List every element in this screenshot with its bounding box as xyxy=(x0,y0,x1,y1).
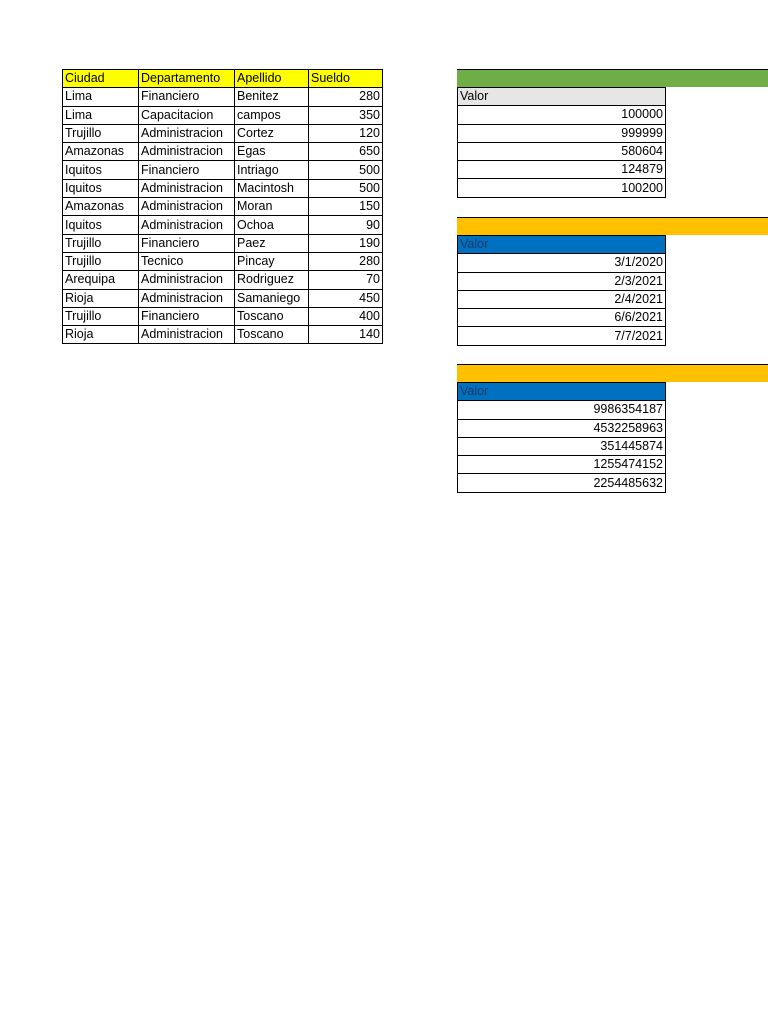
table-row xyxy=(458,474,666,492)
table-row xyxy=(63,143,383,161)
table-row xyxy=(458,142,666,160)
employee-table xyxy=(62,69,383,344)
cell-sueldo[interactable]: 120 xyxy=(309,124,383,142)
valor-cell[interactable]: 580604 xyxy=(458,142,666,160)
cell-apellido[interactable]: campos xyxy=(235,106,309,124)
cell-ciudad[interactable]: Iquitos xyxy=(63,216,139,234)
table-row xyxy=(458,106,666,124)
valor-cell[interactable]: 351445874 xyxy=(458,437,666,455)
cell-apellido[interactable]: Samaniego xyxy=(235,289,309,307)
cell-sueldo[interactable]: 70 xyxy=(309,271,383,289)
cell-apellido[interactable]: Toscano xyxy=(235,307,309,325)
table-row xyxy=(63,289,383,307)
cell-departamento[interactable]: Administracion xyxy=(139,326,235,344)
cell-ciudad[interactable]: Lima xyxy=(63,88,139,106)
valor-header[interactable]: Valor xyxy=(458,383,666,401)
cell-apellido[interactable]: Pincay xyxy=(235,252,309,270)
cell-apellido[interactable]: Cortez xyxy=(235,124,309,142)
table-row xyxy=(458,401,666,419)
cell-sueldo[interactable]: 150 xyxy=(309,198,383,216)
valor-table-phones xyxy=(457,382,666,493)
table-row xyxy=(63,161,383,179)
cell-departamento[interactable]: Administracion xyxy=(139,143,235,161)
valor-cell[interactable]: 9986354187 xyxy=(458,401,666,419)
cell-departamento[interactable]: Administracion xyxy=(139,179,235,197)
cell-apellido[interactable]: Macintosh xyxy=(235,179,309,197)
valor-cell[interactable]: 4532258963 xyxy=(458,419,666,437)
cell-departamento[interactable]: Financiero xyxy=(139,307,235,325)
green-band xyxy=(457,69,768,87)
valor-cell[interactable]: 2/3/2021 xyxy=(458,272,666,290)
valor-table-numbers xyxy=(457,87,666,198)
cell-sueldo[interactable]: 280 xyxy=(309,88,383,106)
cell-sueldo[interactable]: 500 xyxy=(309,161,383,179)
cell-sueldo[interactable]: 190 xyxy=(309,234,383,252)
table-row xyxy=(458,309,666,327)
header-sueldo[interactable]: Sueldo xyxy=(309,70,383,88)
cell-departamento[interactable]: Financiero xyxy=(139,88,235,106)
cell-ciudad[interactable]: Lima xyxy=(63,106,139,124)
cell-ciudad[interactable]: Iquitos xyxy=(63,179,139,197)
header-row xyxy=(63,70,383,88)
table-row xyxy=(63,307,383,325)
cell-departamento[interactable]: Administracion xyxy=(139,289,235,307)
table-row xyxy=(63,106,383,124)
header-ciudad[interactable]: Ciudad xyxy=(63,70,139,88)
table-row xyxy=(63,216,383,234)
table-row xyxy=(458,272,666,290)
table-row xyxy=(458,290,666,308)
cell-departamento[interactable]: Administracion xyxy=(139,124,235,142)
cell-sueldo[interactable]: 450 xyxy=(309,289,383,307)
cell-ciudad[interactable]: Trujillo xyxy=(63,252,139,270)
valor-cell[interactable]: 124879 xyxy=(458,161,666,179)
cell-sueldo[interactable]: 90 xyxy=(309,216,383,234)
table-row xyxy=(458,254,666,272)
cell-departamento[interactable]: Financiero xyxy=(139,161,235,179)
valor-header[interactable]: Valor xyxy=(458,236,666,254)
table-row xyxy=(63,271,383,289)
cell-ciudad[interactable]: Rioja xyxy=(63,326,139,344)
cell-ciudad[interactable]: Trujillo xyxy=(63,124,139,142)
cell-apellido[interactable]: Egas xyxy=(235,143,309,161)
valor-cell[interactable]: 100000 xyxy=(458,106,666,124)
cell-departamento[interactable]: Administracion xyxy=(139,198,235,216)
cell-departamento[interactable]: Administracion xyxy=(139,271,235,289)
table-row xyxy=(63,88,383,106)
valor-cell[interactable]: 1255474152 xyxy=(458,456,666,474)
orange-band xyxy=(457,217,768,235)
table-row xyxy=(63,124,383,142)
orange-band xyxy=(457,364,768,382)
valor-cell[interactable]: 100200 xyxy=(458,179,666,197)
cell-ciudad[interactable]: Trujillo xyxy=(63,234,139,252)
cell-sueldo[interactable]: 500 xyxy=(309,179,383,197)
valor-cell[interactable]: 999999 xyxy=(458,124,666,142)
cell-sueldo[interactable]: 280 xyxy=(309,252,383,270)
cell-sueldo[interactable]: 400 xyxy=(309,307,383,325)
cell-apellido[interactable]: Rodriguez xyxy=(235,271,309,289)
table-row xyxy=(458,179,666,197)
table-row xyxy=(458,456,666,474)
cell-ciudad[interactable]: Trujillo xyxy=(63,307,139,325)
table-row xyxy=(458,419,666,437)
cell-apellido[interactable]: Intriago xyxy=(235,161,309,179)
header-apellido[interactable]: Apellido xyxy=(235,70,309,88)
cell-sueldo[interactable]: 650 xyxy=(309,143,383,161)
table-row xyxy=(63,326,383,344)
valor-cell[interactable]: 2254485632 xyxy=(458,474,666,492)
cell-ciudad[interactable]: Rioja xyxy=(63,289,139,307)
table-row xyxy=(458,327,666,345)
valor-header[interactable]: Valor xyxy=(458,88,666,106)
cell-sueldo[interactable]: 350 xyxy=(309,106,383,124)
table-row xyxy=(63,234,383,252)
cell-ciudad[interactable]: Amazonas xyxy=(63,143,139,161)
cell-departamento[interactable]: Financiero xyxy=(139,234,235,252)
valor-table-dates xyxy=(457,235,666,346)
cell-apellido[interactable]: Moran xyxy=(235,198,309,216)
cell-apellido[interactable]: Paez xyxy=(235,234,309,252)
header-departamento[interactable]: Departamento xyxy=(139,70,235,88)
valor-cell[interactable]: 2/4/2021 xyxy=(458,290,666,308)
table-row xyxy=(458,161,666,179)
cell-departamento[interactable]: Capacitacion xyxy=(139,106,235,124)
table-row xyxy=(63,179,383,197)
cell-apellido[interactable]: Ochoa xyxy=(235,216,309,234)
table-row xyxy=(63,252,383,270)
table-row xyxy=(458,437,666,455)
cell-ciudad[interactable]: Arequipa xyxy=(63,271,139,289)
table-row xyxy=(63,198,383,216)
cell-departamento[interactable]: Tecnico xyxy=(139,252,235,270)
cell-apellido[interactable]: Toscano xyxy=(235,326,309,344)
cell-departamento[interactable]: Administracion xyxy=(139,216,235,234)
table-row xyxy=(458,124,666,142)
valor-cell[interactable]: 6/6/2021 xyxy=(458,309,666,327)
cell-sueldo[interactable]: 140 xyxy=(309,326,383,344)
cell-ciudad[interactable]: Iquitos xyxy=(63,161,139,179)
cell-apellido[interactable]: Benitez xyxy=(235,88,309,106)
cell-ciudad[interactable]: Amazonas xyxy=(63,198,139,216)
valor-cell[interactable]: 3/1/2020 xyxy=(458,254,666,272)
valor-cell[interactable]: 7/7/2021 xyxy=(458,327,666,345)
